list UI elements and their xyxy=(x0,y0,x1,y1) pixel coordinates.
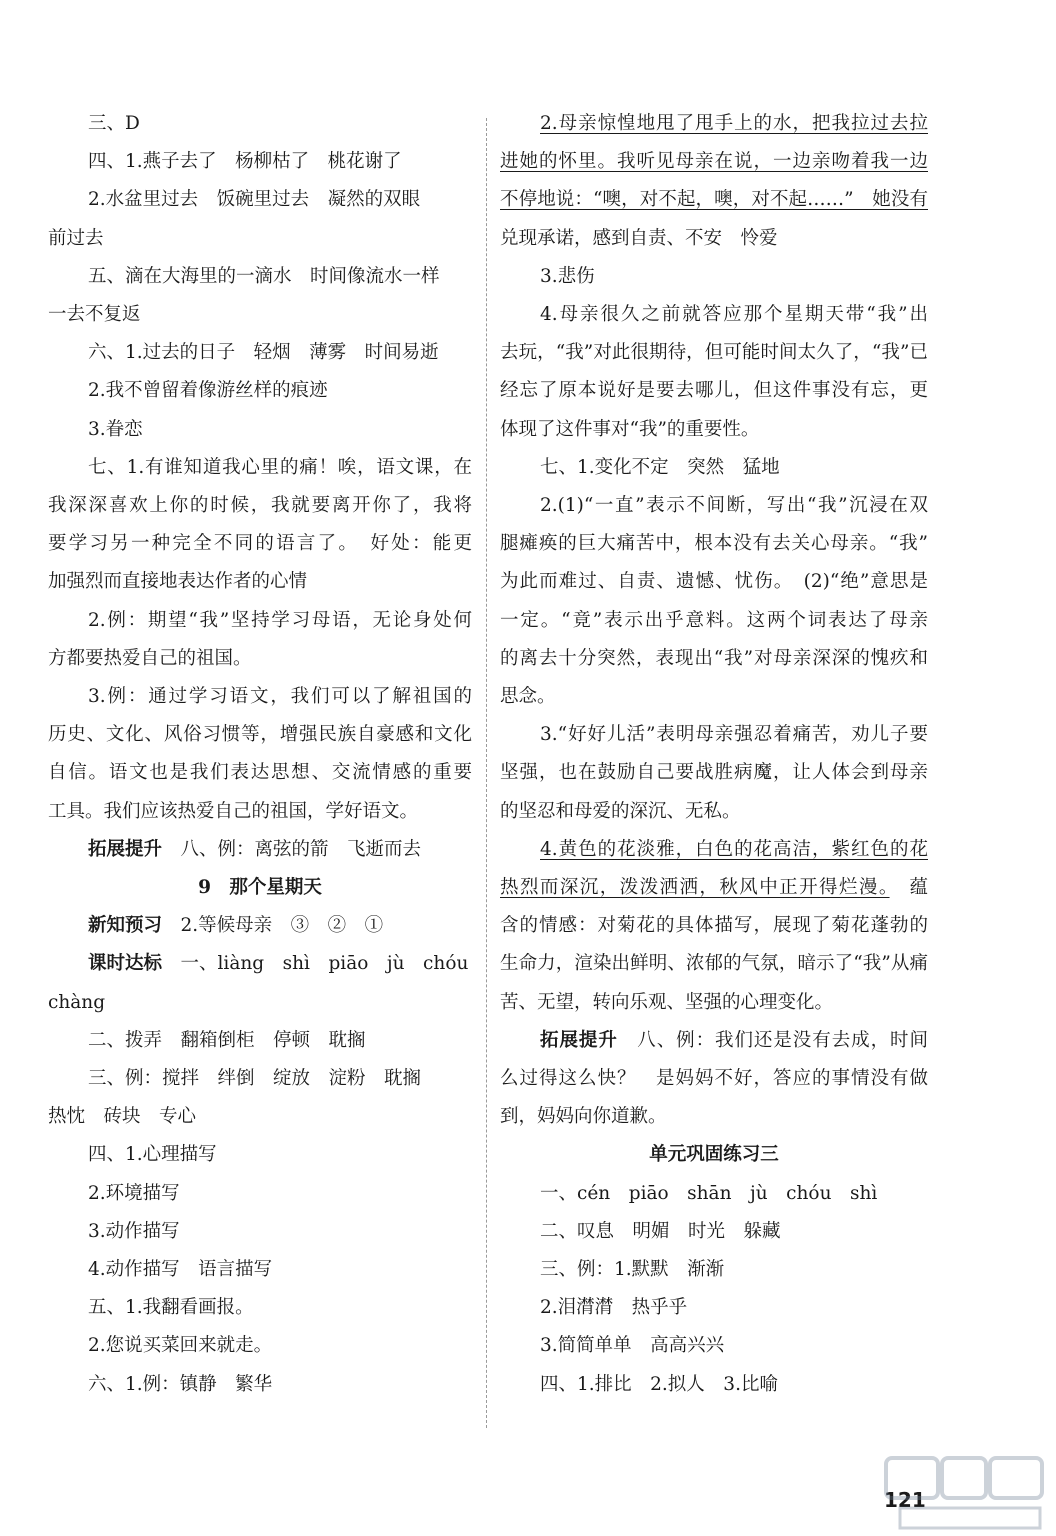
left-column-line: 工具。我们应该热爱自己的祖国，学好语文。 xyxy=(48,800,419,822)
right-column-line: 生命力，渲染出鲜明、浓郁的气氛，暗示了“我”从痛 xyxy=(500,953,928,975)
left-column-line: 三、D xyxy=(88,113,140,134)
left-column-line: chàng xyxy=(48,991,106,1013)
right-column-line: 2.母亲惊惶地甩了甩手上的水，把我拉过去拉 xyxy=(540,113,928,134)
left-column-line: 2.环境描写 xyxy=(88,1182,180,1204)
left-column-line: 五、1.我翻看画报。 xyxy=(88,1297,254,1319)
right-column-line: 一、cén piāo shān jù chóu shì xyxy=(540,1182,878,1204)
left-column-line: 3.眷恋 xyxy=(88,418,143,440)
right-column-line: 2.泪潸潸 热乎乎 xyxy=(540,1297,688,1319)
right-column-line: 四、1.排比 2.拟人 3.比喻 xyxy=(540,1373,778,1395)
left-column-line: 9 那个星期天 xyxy=(198,877,322,898)
left-column-line: 四、1.心理描写 xyxy=(88,1144,217,1166)
left-column-line: 一去不复返 xyxy=(48,304,141,325)
left-column-line: 方都要热爱自己的祖国。 xyxy=(48,647,252,669)
right-column-line: 4.黄色的花淡雅，白色的花高洁，紫红色的花 xyxy=(540,838,928,860)
right-column-line: 去玩，“我”对此很期待，但可能时间太久了，“我”已 xyxy=(500,342,928,364)
left-column-line: 2.我不曾留着像游丝样的痕迹 xyxy=(88,380,328,402)
left-column-line: 七、1.有谁知道我心里的痛！唉，语文课，在 xyxy=(88,456,472,478)
right-column-line: 进她的怀里。我听见母亲在说，一边亲吻着我一边 xyxy=(500,151,928,173)
right-column-line: 热烈而深沉，泼泼洒洒，秋风中正开得烂漫。 蕴 xyxy=(500,877,928,898)
left-column-line: 新知预习 2.等候母亲 ③ ② ① xyxy=(88,915,384,937)
page-number: 121 xyxy=(884,1488,926,1512)
column-divider xyxy=(486,118,487,1428)
left-column-line: 历史、文化、风俗习惯等，增强民族自豪感和文化 xyxy=(48,724,472,746)
left-column-line: 自信。语文也是我们表达思想、交流情感的重要 xyxy=(48,762,472,784)
left-column-line: 三、例：搅拌 绊倒 绽放 淀粉 耽搁 xyxy=(88,1068,422,1089)
right-column-line: 经忘了原本说好是要去哪儿，但这件事没有忘，更 xyxy=(500,380,928,402)
right-column-line: 二、叹息 明媚 时光 躲藏 xyxy=(540,1220,781,1242)
left-column-line: 六、1.例：镇静 繁华 xyxy=(88,1373,273,1395)
left-column-line: 五、滴在大海里的一滴水 时间像流水一样 xyxy=(88,265,440,287)
right-column-line: 么过得这么快？ 是妈妈不好，答应的事情没有做 xyxy=(500,1068,928,1089)
left-column-line: 四、1.燕子去了 杨柳枯了 桃花谢了 xyxy=(88,151,402,173)
right-column-line: 2.(1)“一直”表示不间断，写出“我”沉浸在双 xyxy=(540,495,928,516)
right-column-line: 含的情感：对菊花的具体描写，展现了菊花蓬勃的 xyxy=(500,915,928,937)
right-column-line: 4.母亲很久之前就答应那个星期天带“我”出 xyxy=(540,304,928,325)
left-column-line: 六、1.过去的日子 轻烟 薄雾 时间易逝 xyxy=(88,342,439,364)
right-column-line: 体现了这件事对“我”的重要性。 xyxy=(500,418,760,440)
left-column-line: 3.动作描写 xyxy=(88,1220,180,1242)
right-column-line: 坚强，也在鼓励自己要战胜病魔，让人体会到母亲 xyxy=(500,762,928,784)
right-column-line: 3.悲伤 xyxy=(540,265,595,287)
left-column-line: 前过去 xyxy=(48,227,104,249)
right-column-line: 的坚忍和母爱的深沉、无私。 xyxy=(500,800,741,822)
left-column-line: 3.例：通过学习语文，我们可以了解祖国的 xyxy=(88,686,472,707)
left-column-line: 加强烈而直接地表达作者的心情 xyxy=(48,571,308,593)
left-column-line: 课时达标 一、liàng shì piāo jù chóu xyxy=(88,953,469,975)
left-column-line: 拓展提升 八、例：离弦的箭 飞逝而去 xyxy=(88,838,422,860)
right-column-line: 腿瘫痪的巨大痛苦中，根本没有去关心母亲。“我” xyxy=(500,533,928,555)
right-column-line: 三、例：1.默默 渐渐 xyxy=(540,1259,725,1280)
left-column-line: 二、拨弄 翻箱倒柜 停顿 耽搁 xyxy=(88,1029,366,1051)
right-column-line: 不停地说：“噢，对不起，噢，对不起……” 她没有 xyxy=(500,189,928,211)
left-column-line: 我深深喜欢上你的时候，我就要离开你了，我将 xyxy=(48,495,472,516)
left-column-line: 热忱 砖块 专心 xyxy=(48,1106,197,1128)
right-column-line: 单元巩固练习三 xyxy=(649,1144,779,1166)
right-column-line: 苦、无望，转向乐观、坚强的心理变化。 xyxy=(500,991,834,1013)
right-column-line: 思念。 xyxy=(500,686,556,707)
left-column-line: 2.例：期望“我”坚持学习母语，无论身处何 xyxy=(88,609,472,631)
right-column-line: 七、1.变化不定 突然 猛地 xyxy=(540,456,780,478)
right-column-line: 拓展提升 八、例：我们还是没有去成，时间 xyxy=(540,1029,928,1051)
watermark-logo xyxy=(880,1452,1050,1532)
left-column-line: 要学习另一种完全不同的语言了。 好处：能更 xyxy=(48,533,472,555)
left-column-line: 4.动作描写 语言描写 xyxy=(88,1259,273,1280)
right-column-line: 到，妈妈向你道歉。 xyxy=(500,1106,667,1128)
right-column-line: 一定。“竟”表示出乎意料。这两个词表达了母亲 xyxy=(500,609,928,631)
right-column-line: 兑现承诺，感到自责、不安 怜爱 xyxy=(500,227,778,249)
right-column-line: 为此而难过、自责、遗憾、忧伤。 (2)“绝”意思是 xyxy=(500,571,928,593)
right-column-line: 的离去十分突然，表现出“我”对母亲深深的愧疚和 xyxy=(500,647,928,669)
left-column-line: 2.您说买菜回来就走。 xyxy=(88,1335,273,1357)
right-column-line: 3.“好好儿活”表明母亲强忍着痛苦，劝儿子要 xyxy=(540,724,928,746)
right-column-line: 3.简简单单 高高兴兴 xyxy=(540,1335,725,1357)
left-column-line: 2.水盆里过去 饭碗里过去 凝然的双眼 xyxy=(88,189,421,211)
